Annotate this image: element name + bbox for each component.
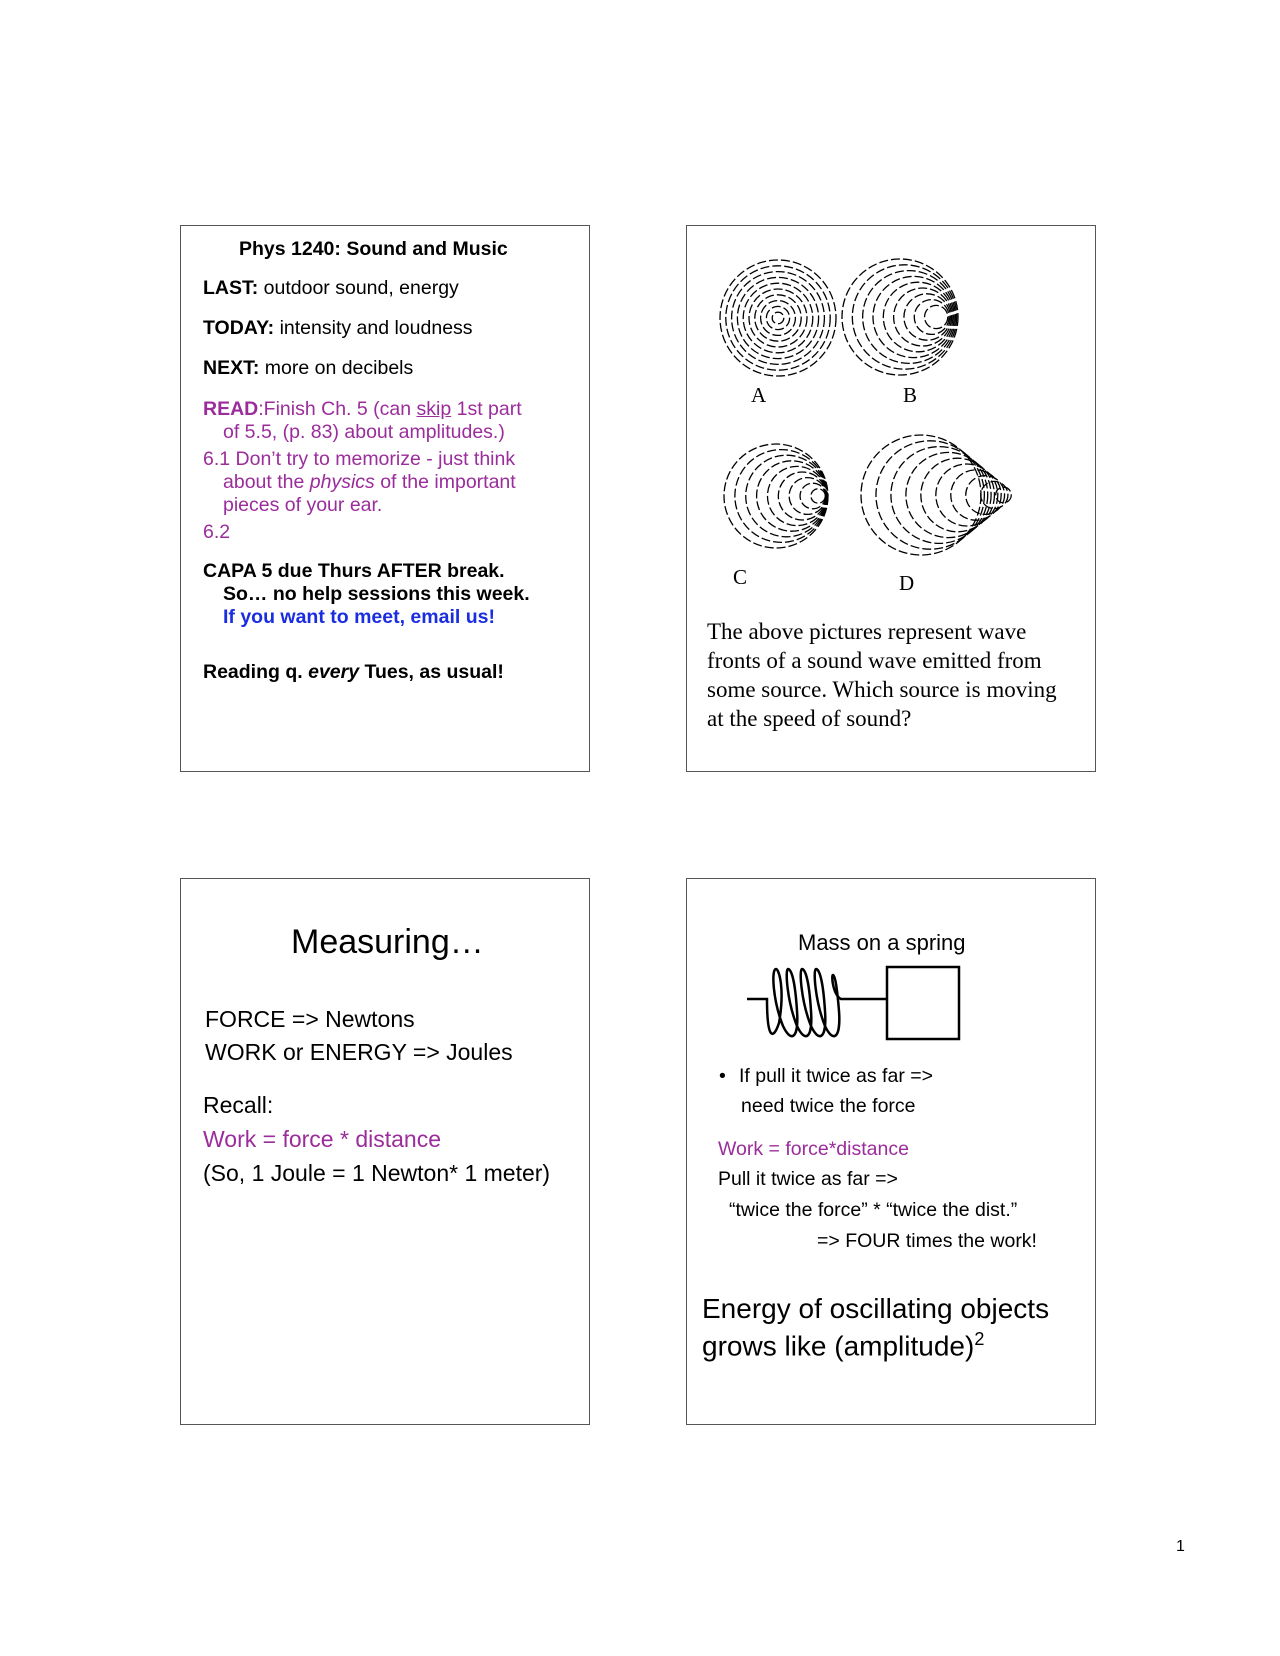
wavefront-circle (726, 266, 830, 370)
next-line: NEXT: more on decibels (203, 357, 414, 379)
wavefront-circle (767, 466, 826, 525)
work-formula-2: Work = force*distance (718, 1138, 909, 1160)
wavefront-b (842, 259, 958, 375)
spring-mass-diagram (745, 961, 985, 1051)
wavefront-circle (749, 289, 807, 347)
page-number: 1 (1176, 1538, 1185, 1555)
slide-2 (686, 225, 1096, 772)
question-line-3: some source. Which source is moving (707, 677, 1057, 702)
work-formula: Work = force * distance (203, 1126, 441, 1152)
energy-line-1: Energy of oscillating objects (702, 1293, 1050, 1324)
question-line-2: fronts of a sound wave emitted from (707, 648, 1042, 673)
question-line-1: The above pictures represent wave (707, 619, 1027, 644)
recall-line: Recall: (203, 1092, 274, 1118)
slide-1 (180, 225, 590, 772)
four-line: => FOUR times the work! (817, 1230, 1037, 1252)
wavefront-circle (766, 306, 789, 329)
label-a: A (751, 383, 767, 407)
wavefront-circle (755, 295, 801, 341)
energy-line-2: grows like (amplitude)$^2$ (702, 1329, 985, 1362)
wavefront-circle (800, 483, 826, 509)
work-line: WORK or ENERGY => Joules (205, 1039, 513, 1065)
wavefront-circle (811, 489, 825, 503)
wavefront-circle (842, 259, 958, 375)
force-line: FORCE => Newtons (205, 1006, 415, 1032)
twice-line: “twice the force” * “twice the dist.” (729, 1199, 1018, 1221)
wavefront-circle (894, 288, 952, 346)
slide4-title: Mass on a spring (798, 930, 966, 955)
wavefront-circle (772, 312, 784, 324)
joule-line: (So, 1 Joule = 1 Newton* 1 meter) (203, 1160, 551, 1186)
slide3-title: Measuring… (291, 923, 484, 961)
pull-line: Pull it twice as far => (718, 1168, 898, 1190)
wavefront-circle (746, 455, 828, 537)
wavefront-figure (687, 226, 1095, 596)
item-6-2: 6.2 (203, 521, 231, 543)
slide-4 (686, 878, 1096, 1425)
label-d: D (899, 571, 915, 595)
wavefront-d (861, 435, 1011, 555)
read-line-2: of 5.5, (p. 83) about amplitudes.) (223, 421, 505, 443)
spring-coil (747, 969, 887, 1036)
slide1-title: Phys 1240: Sound and Music (239, 238, 508, 260)
mass-block (887, 967, 959, 1039)
item-6-1-line1: 6.1 Don’t try to memorize - just think (203, 448, 516, 470)
capa-line3: If you want to meet, email us! (223, 606, 495, 628)
last-line: LAST: outdoor sound, energy (203, 277, 459, 299)
bullet-line-2: need twice the force (741, 1095, 916, 1117)
label-b: B (903, 383, 918, 407)
wavefront-c (724, 444, 828, 548)
capa-line2: So… no help sessions this week. (223, 583, 530, 605)
wavefront-circle (735, 450, 828, 543)
wavefront-circle (863, 271, 956, 364)
wavefront-circle (789, 478, 826, 515)
bullet-glyph: • (719, 1065, 726, 1087)
today-line: TODAY: intensity and loudness (203, 317, 473, 339)
bullet-line-1: If pull it twice as far => (739, 1065, 934, 1087)
item-6-1-line2: about the physics of the important (223, 471, 516, 493)
capa-line1: CAPA 5 due Thurs AFTER break. (203, 560, 505, 582)
wavefront-circle (873, 276, 954, 357)
wavefront-circle (778, 472, 826, 520)
wavefront-circle (914, 300, 949, 335)
wavefront-circle (925, 305, 948, 328)
wavefront-circle (732, 272, 825, 365)
label-c: C (733, 565, 748, 589)
slide-3 (180, 878, 590, 1425)
read-line: READ:Finish Ch. 5 (can skip 1st part (203, 398, 522, 420)
item-6-1-line3: pieces of your ear. (223, 494, 383, 516)
wavefront-circle (743, 283, 813, 353)
reading-line: Reading q. every Tues, as usual! (203, 661, 504, 683)
question-line-4: at the speed of sound? (707, 706, 912, 731)
wavefront-a (720, 260, 836, 376)
wavefront-circle (724, 444, 828, 548)
